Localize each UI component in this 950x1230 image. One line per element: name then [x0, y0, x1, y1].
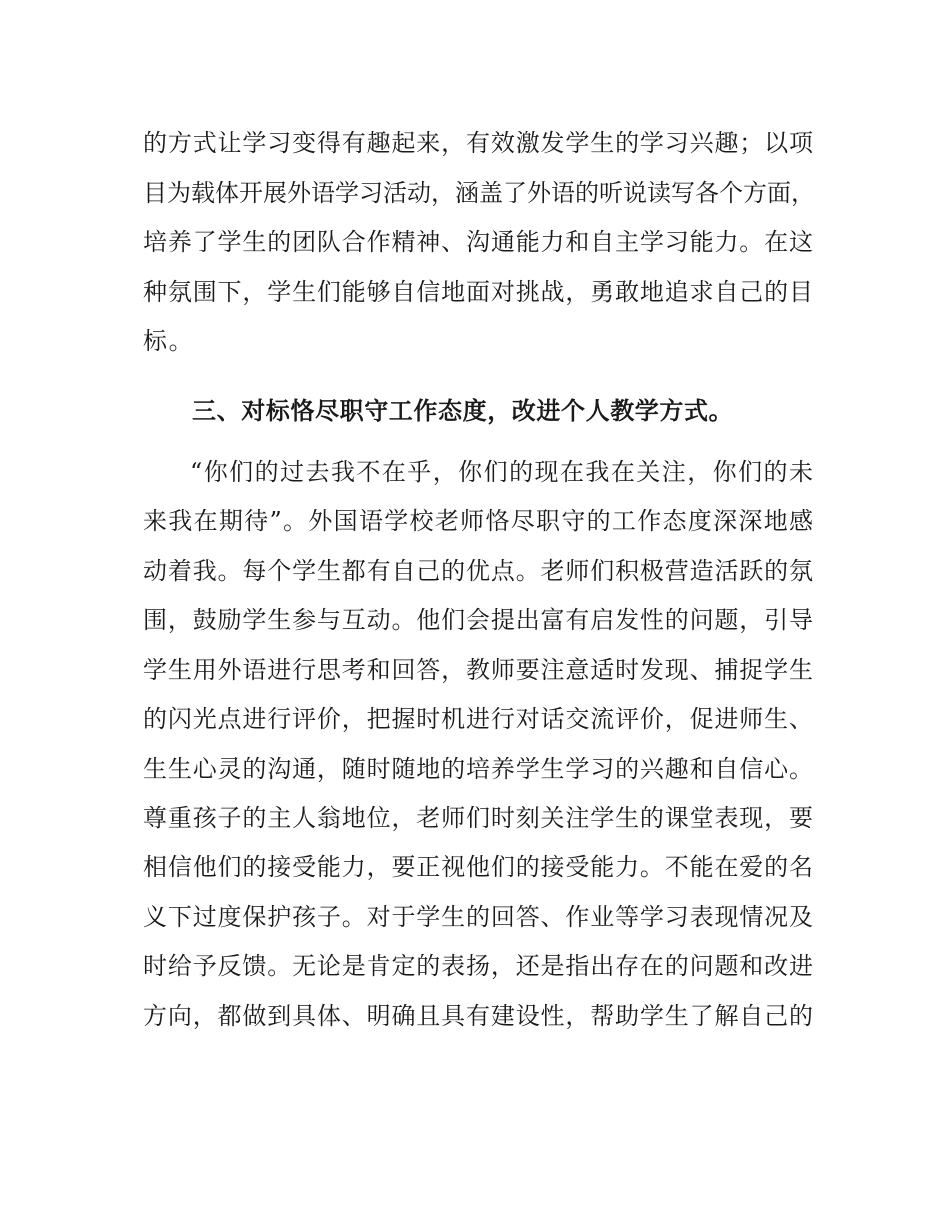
paragraph-1-line-5: 标。 — [143, 327, 195, 355]
paragraph-2-line-4: 围，鼓励学生参与互动。他们会提出富有启发性的问题，引导 — [143, 606, 813, 634]
paragraph-2-line-9: 相信他们的接受能力，要正视他们的接受能力。不能在爱的名 — [143, 853, 813, 881]
paragraph-1-line-2: 目为载体开展外语学习活动，涵盖了外语的听说读写各个方面， — [143, 179, 815, 207]
paragraph-2-line-12: 方向，都做到具体、明确且具有建设性，帮助学生了解自己的 — [143, 1002, 813, 1030]
paragraph-2-line-5: 学生用外语进行思考和回答，教师要注意适时发现、捕捉学生 — [143, 656, 813, 684]
paragraph-2-line-1: “你们的过去我不在乎，你们的现在我在关注，你们的未 — [190, 458, 813, 486]
paragraph-2-line-10: 义下过度保护孩子。对于学生的回答、作业等学习表现情况及 — [143, 903, 813, 931]
paragraph-1-line-1: 的方式让学习变得有趣起来，有效激发学生的学习兴趣；以项 — [143, 129, 813, 157]
paragraph-1-line-3: 培养了学生的团队合作精神、沟通能力和自主学习能力。在这 — [143, 228, 813, 256]
paragraph-2-line-6: 的闪光点进行评价，把握时机进行对话交流评价，促进师生、 — [143, 705, 813, 733]
section-heading: 三、对标恪尽职守工作态度，改进个人教学方式。 — [192, 397, 734, 425]
paragraph-2-line-7: 生生心灵的沟通，随时随地的培养学生学习的兴趣和自信心。 — [143, 755, 813, 783]
paragraph-2-line-2: 来我在期待”。外国语学校老师恪尽职守的工作态度深深地感 — [143, 507, 813, 535]
paragraph-1-line-4: 种氛围下，学生们能够自信地面对挑战，勇敢地追求自己的目 — [143, 278, 813, 306]
paragraph-2-line-11: 时给予反馈。无论是肯定的表扬，还是指出存在的问题和改进 — [143, 952, 813, 980]
paragraph-2-line-8: 尊重孩子的主人翁地位，老师们时刻关注学生的课堂表现，要 — [143, 804, 813, 832]
paragraph-2-line-3: 动着我。每个学生都有自己的优点。老师们积极营造活跃的氛 — [143, 557, 813, 585]
